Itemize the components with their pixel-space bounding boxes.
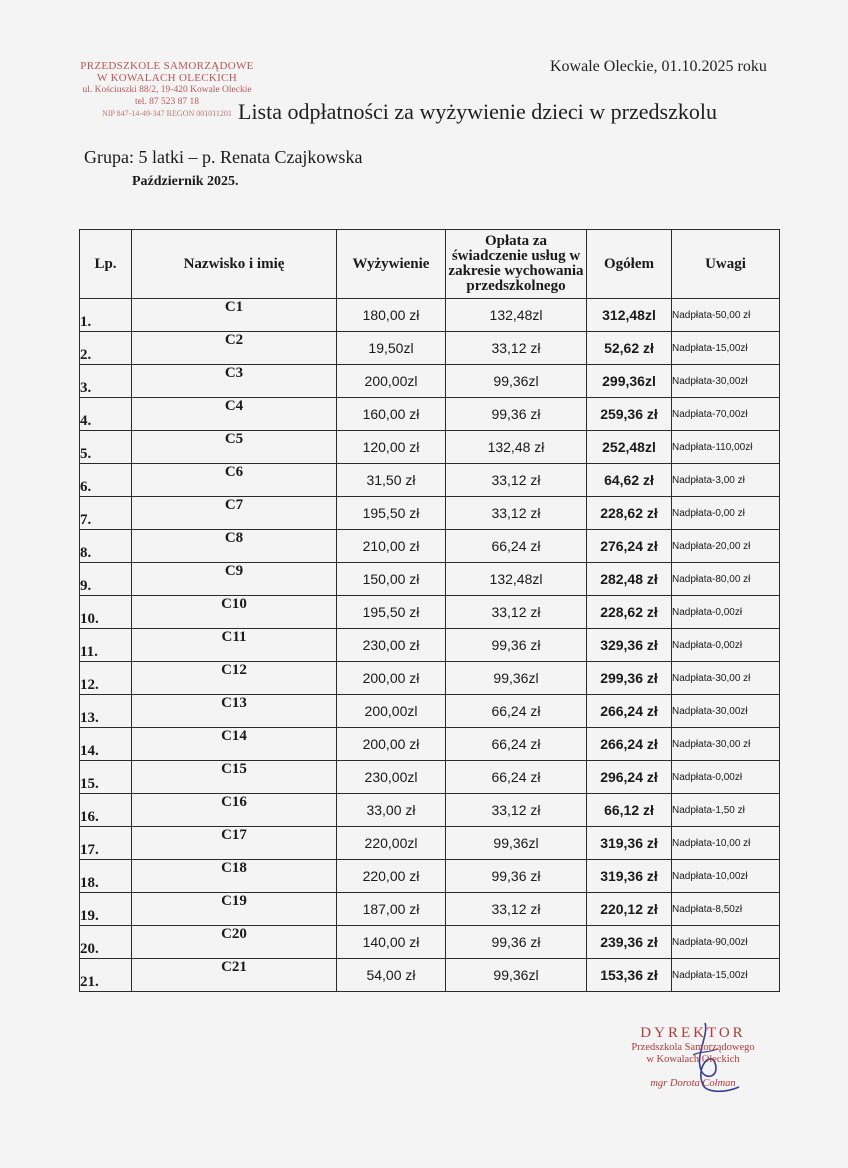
- row-total: 319,36 zł: [587, 860, 672, 893]
- row-food: 31,50 zł: [337, 464, 446, 497]
- row-note: Nadpłata-0,00 zł: [672, 497, 780, 530]
- row-food: 120,00 zł: [337, 431, 446, 464]
- row-note: Nadpłata-30,00 zł: [672, 662, 780, 695]
- table-body: [80, 299, 780, 992]
- table-row: [80, 299, 780, 332]
- row-food: 180,00 zł: [337, 299, 446, 332]
- table-row: [80, 761, 780, 794]
- table-row: [80, 893, 780, 926]
- row-note: Nadpłata-15,00zł: [672, 332, 780, 365]
- row-total: 299,36zl: [587, 365, 672, 398]
- row-name: C10: [132, 596, 337, 629]
- row-note: Nadpłata-30,00zł: [672, 365, 780, 398]
- row-total: 52,62 zł: [587, 332, 672, 365]
- director-line-1: Przedszkola Samorządowego: [631, 1042, 755, 1053]
- header-notes: Uwagi: [672, 230, 780, 299]
- row-food: 200,00zl: [337, 365, 446, 398]
- row-name: C1: [132, 299, 337, 332]
- row-lp: 15.: [80, 761, 132, 794]
- month-info: Październik 2025.: [132, 174, 239, 189]
- row-name: C3: [132, 365, 337, 398]
- table-row: [80, 827, 780, 860]
- row-fee: 66,24 zł: [446, 728, 587, 761]
- row-note: Nadpłata-10,00 zł: [672, 827, 780, 860]
- table-row: [80, 695, 780, 728]
- row-name: C19: [132, 893, 337, 926]
- row-lp: 13.: [80, 695, 132, 728]
- row-total: 319,36 zł: [587, 827, 672, 860]
- row-food: 140,00 zł: [337, 926, 446, 959]
- table-row: [80, 332, 780, 365]
- row-name: C5: [132, 431, 337, 464]
- row-name: C2: [132, 332, 337, 365]
- row-food: 187,00 zł: [337, 893, 446, 926]
- row-name: C15: [132, 761, 337, 794]
- row-food: 200,00zl: [337, 695, 446, 728]
- row-lp: 5.: [80, 431, 132, 464]
- row-fee: 132,48zl: [446, 299, 587, 332]
- table-row: [80, 530, 780, 563]
- row-note: Nadpłata-70,00zł: [672, 398, 780, 431]
- place-and-date: Kowale Oleckie, 01.10.2025 roku: [550, 58, 767, 75]
- table-row: [80, 563, 780, 596]
- row-lp: 7.: [80, 497, 132, 530]
- row-name: C18: [132, 860, 337, 893]
- row-fee: 33,12 zł: [446, 794, 587, 827]
- row-fee: 132,48 zł: [446, 431, 587, 464]
- row-total: 252,48zl: [587, 431, 672, 464]
- row-fee: 99,36 zł: [446, 398, 587, 431]
- row-name: C20: [132, 926, 337, 959]
- table-row: [80, 464, 780, 497]
- row-name: C12: [132, 662, 337, 695]
- row-lp: 8.: [80, 530, 132, 563]
- header-total: Ogółem: [587, 230, 672, 299]
- row-lp: 3.: [80, 365, 132, 398]
- row-fee: 33,12 zł: [446, 464, 587, 497]
- row-food: 200,00 zł: [337, 662, 446, 695]
- row-note: Nadpłata-50,00 zł: [672, 299, 780, 332]
- row-lp: 16.: [80, 794, 132, 827]
- header-lp: Lp.: [80, 230, 132, 299]
- table-row: [80, 365, 780, 398]
- row-food: 160,00 zł: [337, 398, 446, 431]
- row-total: 64,62 zł: [587, 464, 672, 497]
- row-fee: 66,24 zł: [446, 695, 587, 728]
- table-row: [80, 860, 780, 893]
- table-row: [80, 431, 780, 464]
- row-note: Nadpłata-1,50 zł: [672, 794, 780, 827]
- row-fee: 99,36 zł: [446, 926, 587, 959]
- row-lp: 10.: [80, 596, 132, 629]
- row-food: 220,00 zł: [337, 860, 446, 893]
- table-row: [80, 728, 780, 761]
- row-name: C14: [132, 728, 337, 761]
- director-title: DYREKTOR: [640, 1025, 746, 1041]
- row-food: 19,50zl: [337, 332, 446, 365]
- row-fee: 99,36 zł: [446, 860, 587, 893]
- header-fee: Opłata za świadczenie usług w zakresie wychowania przedszkolnego: [446, 230, 587, 299]
- row-fee: 66,24 zł: [446, 761, 587, 794]
- row-name: C13: [132, 695, 337, 728]
- row-fee: 33,12 zł: [446, 332, 587, 365]
- row-lp: 19.: [80, 893, 132, 926]
- row-name: C8: [132, 530, 337, 563]
- director-stamp: [608, 1025, 778, 1089]
- stamp-line-3: ul. Kościuszki 88/2, 19-420 Kowale Oleckie: [82, 85, 252, 95]
- row-note: Nadpłata-15,00zł: [672, 959, 780, 992]
- row-note: Nadpłata-8,50zł: [672, 893, 780, 926]
- row-lp: 12.: [80, 662, 132, 695]
- row-total: 266,24 zł: [587, 728, 672, 761]
- row-lp: 9.: [80, 563, 132, 596]
- row-fee: 33,12 zł: [446, 893, 587, 926]
- row-food: 195,50 zł: [337, 497, 446, 530]
- row-lp: 11.: [80, 629, 132, 662]
- row-note: Nadpłata-80,00 zł: [672, 563, 780, 596]
- row-note: Nadpłata-10,00zł: [672, 860, 780, 893]
- row-note: Nadpłata-0,00zł: [672, 629, 780, 662]
- row-fee: 33,12 zł: [446, 596, 587, 629]
- row-name: C9: [132, 563, 337, 596]
- row-fee: 99,36zl: [446, 959, 587, 992]
- header-food: Wyżywienie: [337, 230, 446, 299]
- row-total: 266,24 zł: [587, 695, 672, 728]
- row-food: 33,00 zł: [337, 794, 446, 827]
- row-fee: 66,24 zł: [446, 530, 587, 563]
- row-total: 312,48zl: [587, 299, 672, 332]
- row-note: Nadpłata-90,00zł: [672, 926, 780, 959]
- group-info: Grupa: 5 latki – p. Renata Czajkowska: [84, 147, 363, 167]
- row-food: 230,00zl: [337, 761, 446, 794]
- director-name: mgr Dorota Cołman: [650, 1078, 736, 1089]
- row-lp: 20.: [80, 926, 132, 959]
- row-total: 276,24 zł: [587, 530, 672, 563]
- row-name: C16: [132, 794, 337, 827]
- row-total: 282,48 zł: [587, 563, 672, 596]
- row-total: 228,62 zł: [587, 497, 672, 530]
- row-name: C17: [132, 827, 337, 860]
- row-lp: 1.: [80, 299, 132, 332]
- row-note: Nadpłata-30,00 zł: [672, 728, 780, 761]
- row-name: C11: [132, 629, 337, 662]
- stamp-line-4: tel. 87 523 87 18: [134, 97, 200, 107]
- row-note: Nadpłata-110,00zł: [672, 431, 780, 464]
- row-lp: 6.: [80, 464, 132, 497]
- row-total: 329,36 zł: [587, 629, 672, 662]
- row-food: 195,50 zł: [337, 596, 446, 629]
- row-total: 296,24 zł: [587, 761, 672, 794]
- table-row: [80, 959, 780, 992]
- table-row: [80, 662, 780, 695]
- row-fee: 99,36 zł: [446, 629, 587, 662]
- table-header-row: [80, 230, 780, 299]
- table-row: [80, 926, 780, 959]
- table-row: [80, 629, 780, 662]
- table-row: [80, 596, 780, 629]
- row-note: Nadpłata-30,00zł: [672, 695, 780, 728]
- row-total: 220,12 zł: [587, 893, 672, 926]
- row-food: 220,00zl: [337, 827, 446, 860]
- row-food: 230,00 zł: [337, 629, 446, 662]
- row-lp: 18.: [80, 860, 132, 893]
- row-food: 150,00 zł: [337, 563, 446, 596]
- row-lp: 4.: [80, 398, 132, 431]
- table-row: [80, 497, 780, 530]
- stamp-line-5: NIP 847-14-49-347 REGON 001011201: [102, 109, 232, 118]
- row-note: Nadpłata-3,00 zł: [672, 464, 780, 497]
- stamp-line-1: PRZEDSZKOLE SAMORZĄDOWE: [80, 60, 254, 72]
- row-lp: 17.: [80, 827, 132, 860]
- row-total: 299,36 zł: [587, 662, 672, 695]
- row-total: 153,36 zł: [587, 959, 672, 992]
- row-total: 259,36 zł: [587, 398, 672, 431]
- row-total: 228,62 zł: [587, 596, 672, 629]
- row-total: 66,12 zł: [587, 794, 672, 827]
- row-fee: 99,36zl: [446, 365, 587, 398]
- row-name: C6: [132, 464, 337, 497]
- table-row: [80, 794, 780, 827]
- stamp-line-2: W KOWALACH OLECKICH: [97, 72, 237, 84]
- row-note: Nadpłata-0,00zł: [672, 761, 780, 794]
- row-lp: 14.: [80, 728, 132, 761]
- row-fee: 33,12 zł: [446, 497, 587, 530]
- table-row: [80, 398, 780, 431]
- row-fee: 99,36zl: [446, 827, 587, 860]
- row-total: 239,36 zł: [587, 926, 672, 959]
- row-fee: 132,48zl: [446, 563, 587, 596]
- row-name: C7: [132, 497, 337, 530]
- row-note: Nadpłata-20,00 zł: [672, 530, 780, 563]
- row-name: C21: [132, 959, 337, 992]
- document-title: Lista odpłatności za wyżywienie dzieci w przedszkolu: [238, 99, 717, 124]
- row-note: Nadpłata-0,00zł: [672, 596, 780, 629]
- row-food: 210,00 zł: [337, 530, 446, 563]
- header-name: Nazwisko i imię: [132, 230, 337, 299]
- fees-table: [79, 229, 780, 992]
- row-name: C4: [132, 398, 337, 431]
- row-lp: 21.: [80, 959, 132, 992]
- row-fee: 99,36zl: [446, 662, 587, 695]
- row-food: 54,00 zł: [337, 959, 446, 992]
- director-line-2: w Kowalach Oleckich: [646, 1054, 740, 1065]
- row-lp: 2.: [80, 332, 132, 365]
- row-food: 200,00 zł: [337, 728, 446, 761]
